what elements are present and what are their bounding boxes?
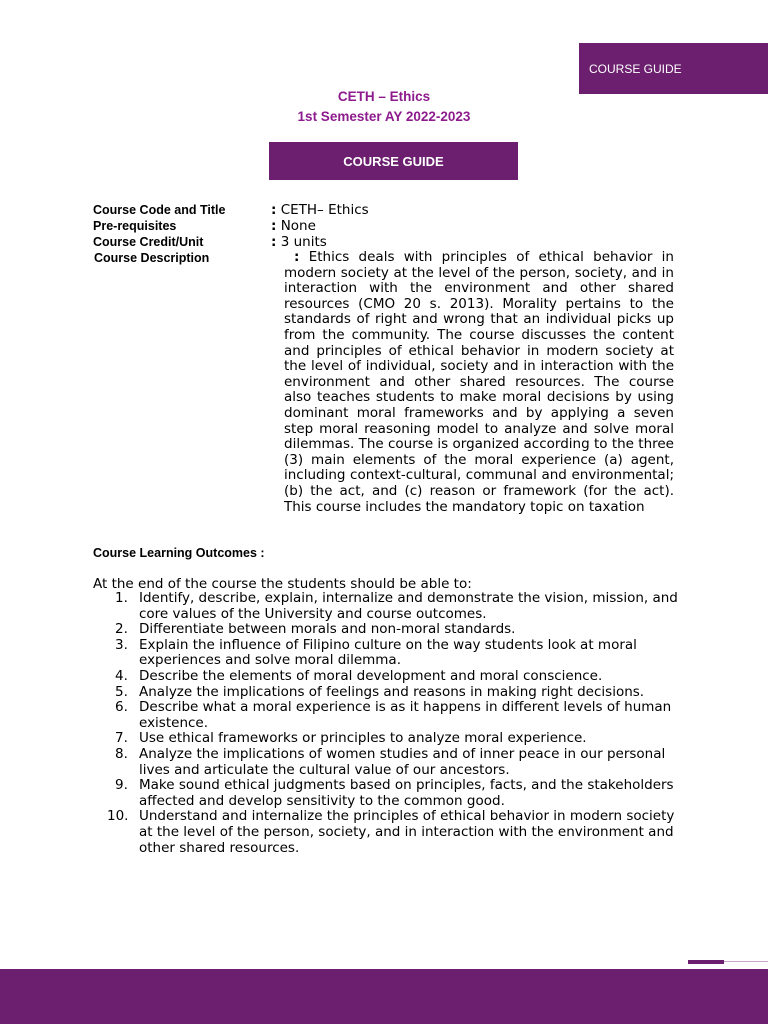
list-item-number: 3. [115, 636, 128, 653]
footer-bar [0, 969, 768, 1024]
credit-text: 3 units [280, 234, 327, 250]
list-item-text: Understand and internalize the principles of ethical behavior in modern society at the level of the person, society, and in interaction with the environment and other shared resources. [139, 808, 675, 856]
course-title: CETH – Ethics [337, 89, 431, 104]
list-item-text: Differentiate between morals and non-moral standards. [139, 621, 516, 638]
list-item-text: Describe the elements of moral development and moral conscience. [139, 667, 603, 684]
list-item [93, 685, 683, 701]
learning-outcomes-heading: Course Learning Outcomes : [93, 546, 265, 560]
semester-title: 1st Semester AY 2022-2023 [297, 109, 471, 124]
list-item-number: 10. [107, 808, 129, 825]
prereq-value [271, 218, 316, 234]
separator: : [271, 218, 277, 234]
list-item [93, 747, 683, 778]
list-item-number: 7. [115, 730, 128, 747]
list-item-number: 1. [115, 590, 128, 606]
list-item-number: 5. [115, 683, 128, 700]
list-item [93, 778, 683, 809]
footer-accent-line [724, 961, 768, 962]
list-item-text: Identify, describe, explain, internalize and demonstrate the vision, mission, and core values of the University and course outcomes. [139, 590, 678, 622]
course-code-value [271, 202, 369, 218]
learning-outcomes-intro: At the end of the course the students should be able to: [93, 576, 472, 592]
list-item-text: Use ethical frameworks or principles to analyze moral experience. [139, 730, 587, 747]
description-label: Course Description [94, 251, 210, 265]
list-item-number: 6. [115, 699, 128, 716]
credit-label: Course Credit/Unit [93, 235, 204, 249]
list-item-text: Describe what a moral experience is as it happens in different levels of human existence. [139, 699, 672, 731]
prereq-text: None [280, 218, 316, 234]
list-item [93, 731, 683, 747]
list-item-number: 9. [115, 777, 128, 794]
banner-label: COURSE GUIDE [343, 153, 444, 169]
list-item-number: 8. [115, 745, 128, 762]
corner-course-guide-tab [579, 43, 768, 94]
course-guide-banner [269, 142, 518, 180]
list-item [93, 622, 683, 638]
list-item-text: Analyze the implications of feelings and reasons in making right decisions. [139, 683, 645, 700]
prereq-label: Pre-requisites [93, 219, 177, 233]
learning-outcomes-list [93, 591, 683, 856]
list-item [93, 638, 683, 669]
list-item [93, 809, 683, 856]
list-item [93, 591, 683, 622]
list-item [93, 700, 683, 731]
course-code-label: Course Code and Title [93, 203, 226, 217]
course-code-text: CETH– Ethics [280, 202, 369, 218]
separator: : [271, 202, 277, 218]
footer-accent-mark [688, 960, 724, 964]
separator: : [294, 249, 300, 265]
list-item-number: 4. [115, 667, 128, 684]
list-item-number: 2. [115, 621, 128, 638]
course-description [284, 250, 674, 515]
list-item [93, 669, 683, 685]
list-item-text: Analyze the implications of women studies and of inner peace in our personal lives and articulate the cultural value of our ancestors. [139, 745, 666, 778]
list-item-text: Explain the influence of Filipino culture on the way students look at moral experiences and solve moral dilemma. [139, 636, 637, 669]
corner-tab-label: COURSE GUIDE [589, 61, 682, 76]
course-description-text: Ethics deals with principles of ethical behavior in modern society at the level of the person, society, and in interaction with the environment and other shared resources (CMO 20 s. 2013). Morality pertains to the standards of right and wrong that an individual picks up from the community. The course discusses the content and principles of ethical behavior in modern society at the level of individual, society and in interaction with the environment and other shared resources. The course also teaches students to make moral decisions by using dominant moral frameworks and by applying a seven step moral reasoning model to analyze and solve moral dilemmas. The course is organized according to the three (3) main elements of the moral experience (a) agent, including context-cultural, communal and environmental; (b) the act, and (c) reason or framework (for the act). This course includes the mandatory topic on taxation [284, 249, 674, 515]
credit-value [271, 234, 327, 250]
separator: : [271, 234, 277, 250]
list-item-text: Make sound ethical judgments based on principles, facts, and the stakeholders affected and develop sensitivity to the common good. [139, 777, 674, 809]
